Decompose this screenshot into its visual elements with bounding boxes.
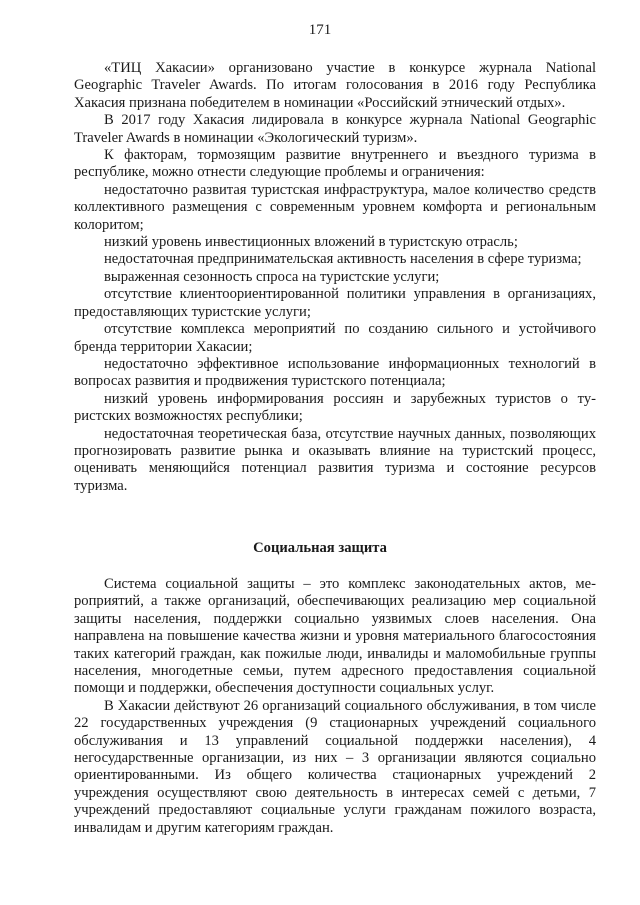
- list-item: недостаточная предпринимательская активность населения в сфере туризма;: [104, 251, 582, 268]
- list-item: недостаточно развитая туристская инфраструктура, малое количество средств коллективного размещения с современным уровнем комфорта и региональным колоритом;: [74, 181, 596, 233]
- list-item: низкий уровень инвестиционных вложений в туристскую отрасль;: [104, 234, 518, 251]
- list-item: отсутствие комплекса мероприятий по созданию сильного и устойчивого бренда территории Хакасии;: [74, 321, 596, 355]
- paragraph: Система социальной защиты – это комплекс законодательных актов, мероприятий, а также организаций, обеспечивающих реализацию мер социальной защиты населения, поддержки социально уязвимых слоев населения. Она направлена на повышение качества жизни и уровня материального благосостояния таких категорий граждан, как пожилые люди, инвалиды и маломобильные группы населения, многодетные семьи, путем адресного предоставления социальной помощи и поддержки, обеспечения доступности социальных услуг.: [74, 576, 596, 697]
- paragraph: «ТИЦ Хакасии» организовано участие в конкурсе журнала National Geographic Traveler Awards. По итогам голосования в 2016 году Республика Хакасия признана победителем в номинации «Российский этнический отдых».: [74, 60, 596, 111]
- body-text-bottom: [74, 576, 596, 837]
- list-item: выраженная сезонность спроса на туристские услуги;: [104, 268, 440, 285]
- body-text-top: [74, 60, 596, 495]
- list-item: недостаточно эффективное использование информационных технологий в вопросах развития и продвижения туристского потенциала;: [74, 355, 596, 390]
- page-number: 171: [308, 22, 332, 38]
- section-heading: Социальная защита: [253, 540, 387, 556]
- list-item: отсутствие клиентоориентированной политики управления в организациях, предоставляющих туристские услуги;: [74, 286, 596, 320]
- list-item: низкий уровень информирования россиян и зарубежных туристов о туристских возможностях республики;: [74, 390, 596, 425]
- paragraph: В Хакасии действуют 26 организаций социального обслуживания, в том числе 22 государственных учреждения (9 стационарных учреждений социального обслуживания и 13 управлений социальной поддержки населения), 4 негосударственные организации, из них – 3 организации являются социально ориентированными. Из общего количества стационарных учреждений 2 учреждения осуществляют свою деятельность в интересах семей с детьми, 7 учреждений предоставляют социальные услуги гражданам пожилого возраста, инвалидам и другим категориям граждан.: [74, 697, 596, 836]
- paragraph: В 2017 году Хакасия лидировала в конкурсе журнала National Geographic Traveler Awards в номинации «Экологический туризм».: [74, 112, 596, 146]
- list-item: недостаточная теоретическая база, отсутствие научных данных, позволяющих прогнозировать развитие рынка и оказывать влияние на туристский процесс, оценивать меняющийся потенциал развития туризма и состояние ресурсов туризма.: [74, 425, 596, 494]
- paragraph: К факторам, тормозящим развитие внутреннего и въездного туризма в республике, можно отнести следующие проблемы и ограничения:: [74, 147, 596, 181]
